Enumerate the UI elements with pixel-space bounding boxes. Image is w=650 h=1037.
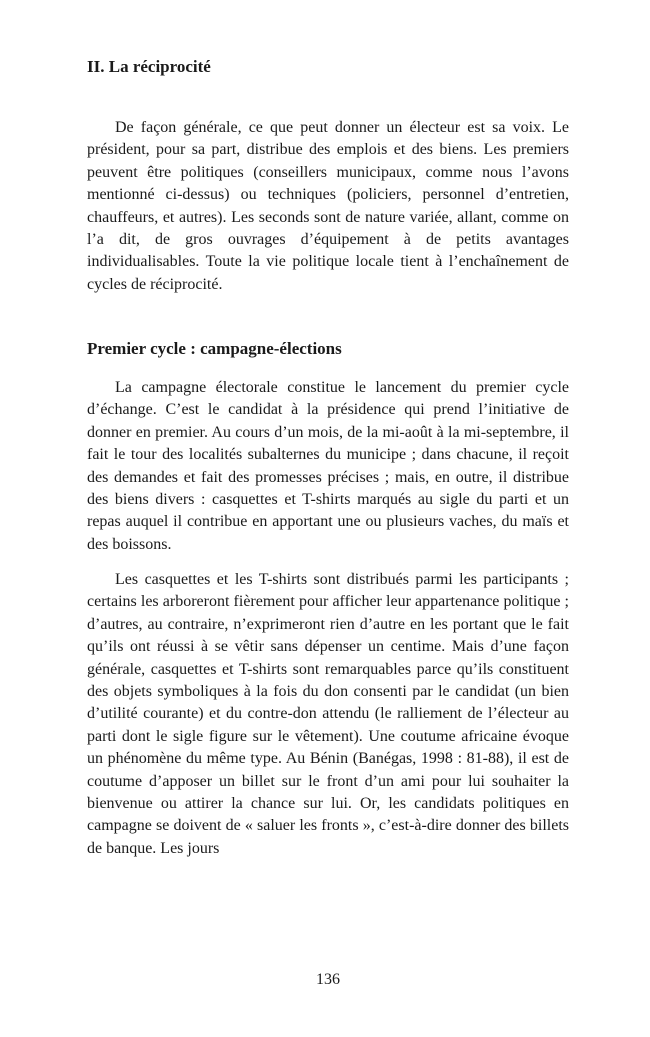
subheading-first-cycle: Premier cycle : campagne-élections	[87, 339, 342, 358]
paragraph-campaign: La campagne électorale constitue le lancement du premier cycle d’échange. C’est le candidat à la présidence qui prend l’initiative de donner en premier. Au cours d’un mois, de la mi-août à la mi-septembre, il fait le tour des localités subalternes du municipe ; dans chacune, il reçoit des demandes et fait des promesses précises ; mais, en outre, il distribue des biens divers : casquettes et T-shirts marqués au sigle du parti et un repas auquel il contribue en apportant une ou plusieurs vaches, du maïs et des boissons.	[87, 379, 569, 553]
paragraph-caps-tshirts: Les casquettes et les T-shirts sont distribués parmi les participants ; certains les arboreront fièrement pour afficher leur appartenance politique ; d’autres, au contraire, n’exprimeront rien d’autre en les portant que le fait qu’ils ont réussi à se vêtir sans dépenser un centime. Mais d’une façon générale, casquettes et T-shirts sont remarquables parce qu’ils constituent des objets symboliques à la fois du don consenti par le candidat (un bien d’utilité courante) et du contre-don attendu (le ralliement de l’électeur au parti dont le sigle figure sur le vêtement). Une coutume africaine évoque un phénomène du même type. Au Bénin (Banégas, 1998 : 81-88), il est de coutume d’apposer un billet sur le front d’un ami pour lui souhaiter la bienvenue ou attirer la chance sur lui. Or, les candidats politiques en campagne se doivent de « saluer les fronts », c’est-à-dire donner des billets de banque. Les jours	[87, 571, 569, 857]
document-page	[87, 0, 569, 1037]
paragraph-reciprocity-intro: De façon générale, ce que peut donner un électeur est sa voix. Le président, pour sa part, distribue des emplois et des biens. Les premiers peuvent être politiques (conseillers municipaux, comme nous l’avons mentionné ci-dessus) ou techniques (policiers, personnel d’entretien, chauffeurs, et autres). Les seconds sont de nature variée, allant, comme on l’a dit, de gros ouvrages d’équipement à de petits avantages individualisables. Toute la vie politique locale tient à l’enchaînement de cycles de réciprocité.	[87, 119, 569, 293]
section-title: II. La réciprocité	[87, 57, 211, 76]
page-number: 136	[316, 971, 340, 988]
